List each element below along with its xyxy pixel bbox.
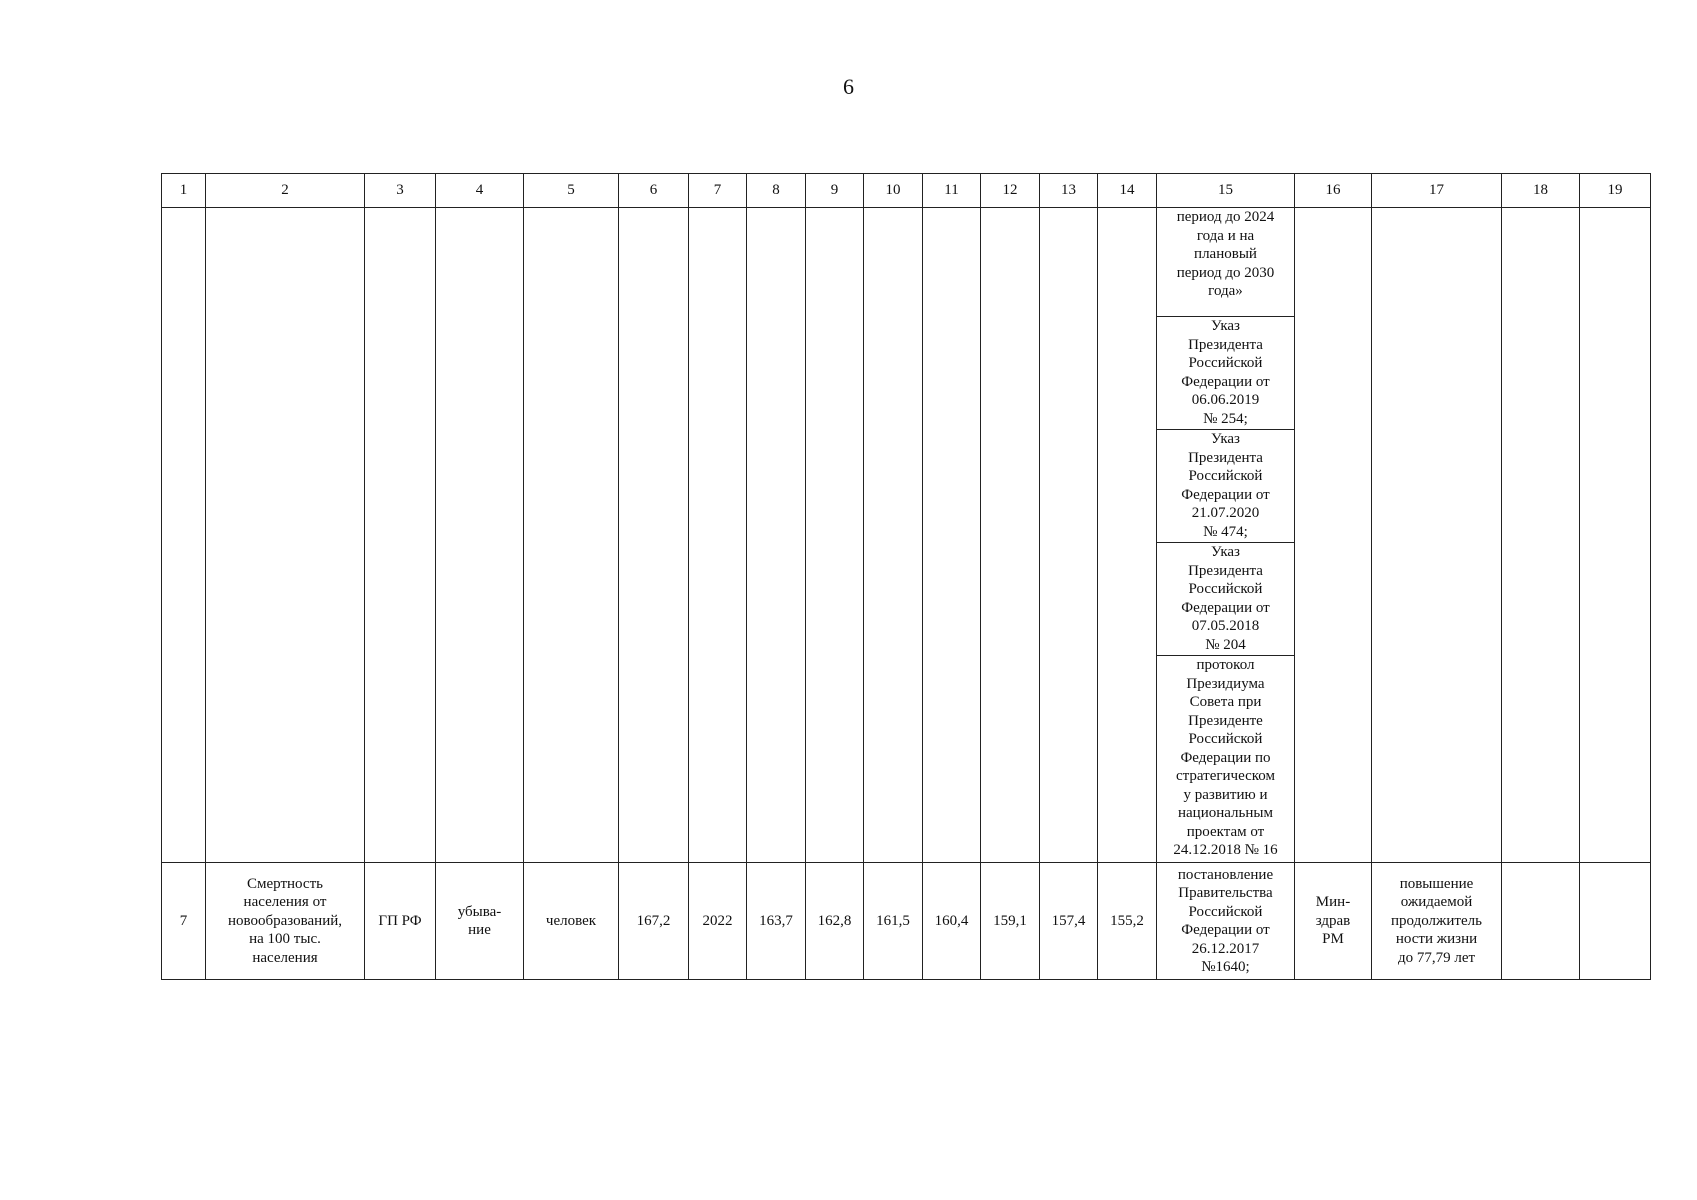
indicator-trend: [436, 863, 524, 980]
text-line: на 100 тыс.: [249, 931, 321, 948]
value-cell: 159,1: [981, 863, 1040, 980]
legal-document-cell: [1157, 317, 1295, 430]
row-number: 7: [162, 863, 206, 980]
text-line: года»: [1208, 283, 1243, 299]
column-number: 3: [365, 174, 436, 208]
text-line: 07.05.2018: [1191, 618, 1260, 634]
legal-document-cell: [1157, 863, 1295, 980]
text-line: № 474;: [1203, 523, 1248, 540]
text-line: 24.12.2018 № 16: [1173, 842, 1278, 858]
text-line: ности жизни: [1395, 931, 1478, 948]
text-line: ние: [468, 922, 491, 938]
text-line: здрав: [1315, 912, 1351, 929]
empty-cell: [436, 208, 524, 863]
empty-cell: [365, 208, 436, 863]
empty-cell: [162, 208, 206, 863]
text-line: Президенте: [1188, 712, 1263, 729]
empty-cell: [1098, 208, 1157, 863]
text-line: Указ: [1211, 431, 1240, 447]
column-number: 10: [864, 174, 923, 208]
column-number: 8: [747, 174, 806, 208]
text-line: 21.07.2020: [1191, 505, 1260, 521]
text-line: 06.06.2019: [1191, 392, 1260, 408]
responsible-body: [1295, 863, 1372, 980]
text-line: у развитию и: [1183, 786, 1268, 803]
empty-cell: [1040, 208, 1098, 863]
text-line: Российской: [1188, 731, 1263, 747]
text-line: Правительства: [1178, 885, 1273, 901]
text-line: до 77,79 лет: [1397, 949, 1476, 966]
text-line: №1640;: [1201, 959, 1250, 975]
text-line: убыва-: [457, 903, 502, 920]
column-number: 13: [1040, 174, 1098, 208]
text-line: РМ: [1322, 931, 1344, 948]
empty-cell: [981, 208, 1040, 863]
column-number: 4: [436, 174, 524, 208]
text-line: Российской: [1188, 468, 1263, 484]
text-line: Федерации от: [1181, 599, 1270, 616]
text-line: Федерации от: [1181, 486, 1270, 503]
column-number: 7: [689, 174, 747, 208]
text-line: протокол: [1196, 657, 1255, 673]
legal-document-cell: [1157, 656, 1295, 863]
text-line: Российской: [1188, 581, 1263, 597]
empty-cell: [747, 208, 806, 863]
text-line: Мин-: [1315, 894, 1351, 911]
column-number: 18: [1502, 174, 1580, 208]
text-line: продолжитель: [1391, 912, 1482, 929]
text-line: года и на: [1196, 227, 1255, 244]
column-number: 17: [1372, 174, 1502, 208]
empty-cell: [923, 208, 981, 863]
value-cell: 163,7: [747, 863, 806, 980]
empty-cell: [1580, 863, 1651, 980]
text-line: Российской: [1188, 355, 1263, 371]
column-numbers-row: [162, 174, 1651, 208]
text-line: Президента: [1188, 336, 1263, 353]
text-line: Указ: [1211, 318, 1240, 334]
text-line: Президента: [1188, 449, 1263, 466]
column-number: 12: [981, 174, 1040, 208]
text-line: Президента: [1188, 562, 1263, 579]
empty-cell: [619, 208, 689, 863]
indicator-name: [206, 863, 365, 980]
column-number: 11: [923, 174, 981, 208]
column-number: 14: [1098, 174, 1157, 208]
value-cell: 161,5: [864, 863, 923, 980]
text-line: № 254;: [1203, 410, 1248, 427]
text-line: населения от: [243, 894, 327, 911]
indicator-source: ГП РФ: [365, 863, 436, 980]
page-number: 6: [843, 74, 854, 99]
text-line: период до 2024: [1176, 209, 1275, 225]
text-line: Смертность: [247, 875, 323, 892]
text-line: населения: [252, 949, 318, 966]
value-cell: 155,2: [1098, 863, 1157, 980]
column-number: 19: [1580, 174, 1651, 208]
text-line: Российской: [1188, 903, 1263, 920]
text-line: повышение: [1399, 875, 1474, 892]
text-line: проектам от: [1186, 823, 1265, 840]
base-value: 167,2: [619, 863, 689, 980]
text-line: период до 2030: [1176, 264, 1275, 281]
text-line: плановый: [1194, 246, 1257, 262]
empty-cell: [1372, 208, 1502, 863]
text-line: № 204: [1205, 636, 1246, 653]
base-year: 2022: [689, 863, 747, 980]
table-row: [162, 863, 1651, 980]
text-line: ожидаемой: [1400, 894, 1473, 911]
text-line: Федерации от: [1181, 922, 1270, 938]
value-cell: 160,4: [923, 863, 981, 980]
text-line: стратегическом: [1175, 768, 1276, 784]
empty-cell: [689, 208, 747, 863]
column-number: 16: [1295, 174, 1372, 208]
empty-cell: [206, 208, 365, 863]
column-number: 9: [806, 174, 864, 208]
empty-cell: [524, 208, 619, 863]
column-number: 1: [162, 174, 206, 208]
text-line: национальным: [1178, 805, 1273, 821]
column-number: 15: [1157, 174, 1295, 208]
column-number: 2: [206, 174, 365, 208]
text-line: Президиума: [1186, 675, 1265, 692]
empty-cell: [1295, 208, 1372, 863]
value-cell: 162,8: [806, 863, 864, 980]
text-line: 26.12.2017: [1191, 940, 1260, 957]
text-line: постановление: [1177, 866, 1274, 883]
empty-cell: [864, 208, 923, 863]
legal-document-cell: [1157, 543, 1295, 656]
text-line: Указ: [1211, 544, 1240, 560]
legal-document-cell: [1157, 208, 1295, 317]
value-cell: 157,4: [1040, 863, 1098, 980]
column-number: 5: [524, 174, 619, 208]
table-row: [162, 208, 1651, 317]
indicator-unit: человек: [524, 863, 619, 980]
text-line: Федерации от: [1181, 373, 1270, 390]
goal-cell: [1372, 863, 1502, 980]
column-number: 6: [619, 174, 689, 208]
legal-document-cell: [1157, 430, 1295, 543]
empty-cell: [1502, 208, 1580, 863]
text-line: Федерации по: [1180, 749, 1271, 766]
empty-cell: [1502, 863, 1580, 980]
indicators-table: [161, 173, 1651, 980]
empty-cell: [1580, 208, 1651, 863]
text-line: новообразований,: [227, 912, 342, 929]
text-line: Совета при: [1189, 694, 1262, 710]
empty-cell: [806, 208, 864, 863]
